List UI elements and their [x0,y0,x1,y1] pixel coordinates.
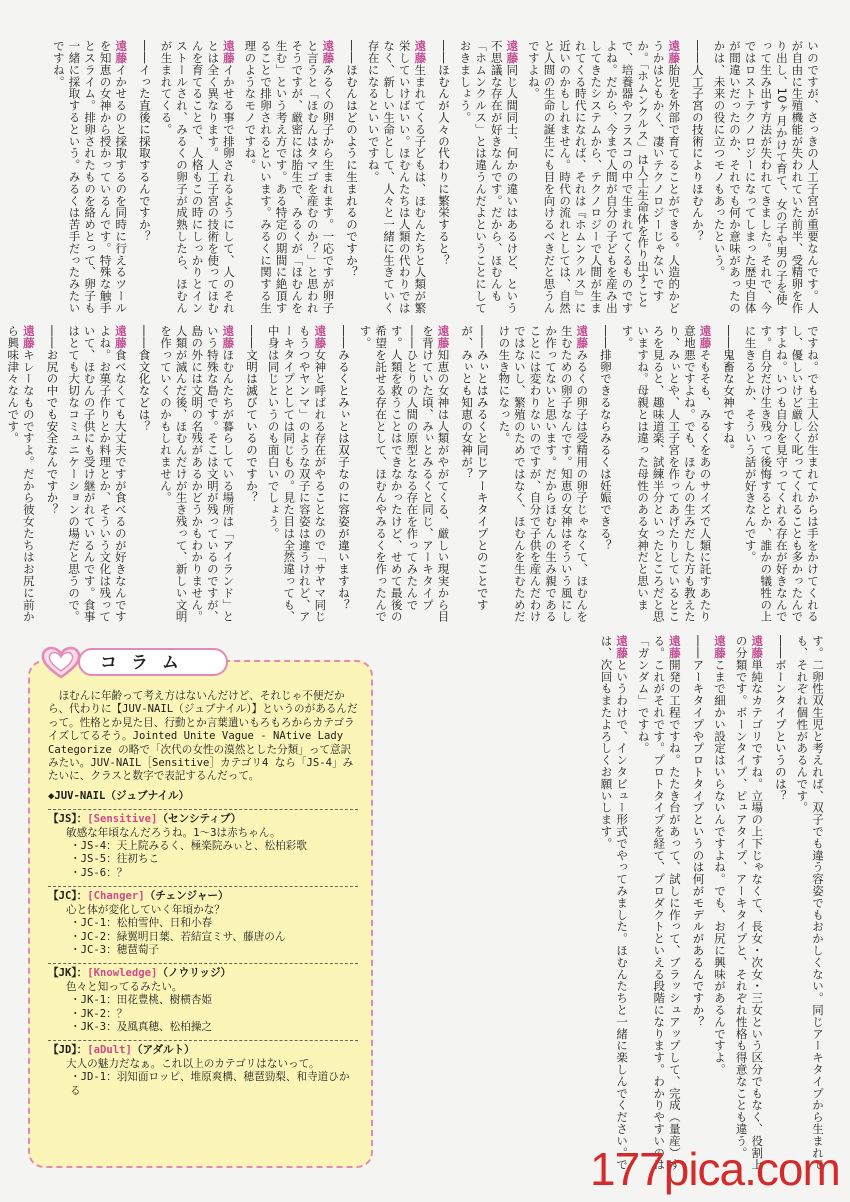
answer-text: そもそも、みるくをあのサイズで人類に託すあたり意地悪ですよね。でも、ほむんの生みだした方も教えたり、みぃとや、人工子宮を作ってあげたりしているところを見ると、趣味道楽、試練半分といったところだと思いますね。母親とは違った母性のある女神だと思います。 [620,325,713,623]
speaker-label: 遠藤 [698,325,713,349]
speaker-label: 遠藤 [505,40,520,64]
category-reading: （ノウリッジ） [157,967,232,980]
question-paragraph: ――鬼畜な女神ですね。 [722,325,737,456]
answer-paragraph [157,325,235,625]
question-paragraph: ――文明は滅びているのですか？ [245,325,259,504]
category-entry: ・JS-4：天上院みるく、極楽院みぃと、松柏彩歌 [70,840,307,853]
answer-paragraph [496,325,590,625]
category-reading: （センシティブ） [157,813,242,826]
category-code: 【JD】： [48,1044,88,1057]
answer-paragraph [619,325,713,625]
body-paragraph: いのですが、さっきの人工子宮が重要なんです。人が自由に生殖機能が失われていた前半、受精卵を作り出し、10ヶ月かけて育て、女の子や男の子を使って生み出す方法が失われてきました。それで、今ではロストテクノロジーになってしまった歴史自体が間違いだったのか、それでも何か意味があったのかは、未来の役に立つモノもあったという。 [712,40,820,314]
question-paragraph: ――みるくとみぃとは双子なのに容姿が違いますね？ [336,325,351,611]
interview-text-lower [380,635,825,1180]
answer-text: イかせる事で排卵されるようにして、人のそれとは全く異なります。人工子宮の技術を使ってほむんを育てることで、人格もこの時にしっかりとインストールされ、みるくの卵子が成熟したら、ほむんが生まれてくる。 [159,40,236,314]
speaker-label: 遠藤 [221,325,236,349]
category-reading: （アダルト） [131,1044,195,1057]
category-entry: ・JC-1：松柏雪仲、日和小春 [70,917,213,930]
body-paragraph: す。二卵性双生児と考えれば、双子でも違う容姿でもおかしくない。同じアーキタイプから生まれても、それぞれ個性があるんです。 [795,635,825,1171]
answer-text: 胎児を外部で育てることができる。人造的かどうかはともかく、凄いテクノロジーじゃないですか。「ホムンクルス」は人工生命体を作り出すことで、培養器やフラスコの中で生まれてくるものですよね。だから、今まで人間が自分の子どもを産み出してきたシステムから、テクノロジーで人間が生まれてくる時代になれば、それは『ホムンクルス』に近いのかもしれません。時代の流れとしては、自然と人間の生命の誕生にも目を向けるべきだと思うんですよね。 [526,40,682,314]
speaker-label: 遠藤 [615,635,630,659]
question-paragraph: ――イった直後に採取するんですか？ [137,40,152,243]
category-entry: ・JC-2：緑翼明日葉、若結宣ミサ、藤唐のん [70,930,286,943]
category-entry: ・JK-1：田花豊桃、樹横杏姫 [70,994,213,1007]
speaker-label: 遠藤 [667,40,682,64]
category-description: 色々と知ってるみたい。 [66,980,183,993]
category-block [48,886,358,957]
speaker-label: 遠藤 [436,325,451,349]
dashed-divider [48,886,358,887]
speaker-label: 遠藤 [575,325,590,349]
answer-paragraph [733,635,764,1180]
answer-text: というわけで、インタビュー形式でやってみました。ほむんたちと一緒に楽しんでください。では、次回もまたよろしくお願いします。 [599,635,630,1171]
interview-text-middle [6,325,820,625]
answer-paragraph [5,325,36,625]
speaker-label: 遠藤 [221,40,236,64]
question-paragraph: ――みぃとはみるくと同じアーキタイプとのことですが、みぃとも知恵の女神が？ [460,325,490,611]
column-body [48,690,358,1160]
answer-paragraph [242,40,336,315]
answer-paragraph [457,40,519,315]
answer-text: 開発の工程ですね。たたき台があって、試しに作って、ブラッシュアップして、完成（量産）する。これがそれです。プロトタイプを経て、プロダクトといえる段階になります。わかりやすいのは「ガンダム」ですね。 [636,635,682,1171]
answer-paragraph [65,325,127,625]
speaker-label: 遠藤 [321,40,336,64]
question-paragraph: ――アーキタイプやプロトタイプというのは何がモデルがあるんですか？ [691,635,706,1028]
question-paragraph: ――排卵できるならみるくは妊娠できる？ [598,325,613,552]
answer-paragraph [50,40,128,315]
category-heading [48,1044,358,1057]
answer-paragraph [598,635,629,1180]
speaker-label: 遠藤 [113,325,128,349]
category-block [48,809,358,880]
category-reading: （チェンジャー） [144,890,229,903]
category-heading [48,813,358,826]
answer-paragraph [711,635,727,1180]
question-paragraph: ――ほむんはどのように生まれるのですか？ [344,40,359,278]
answer-paragraph [265,325,327,625]
speaker-label: 遠藤 [21,325,36,349]
category-keyword: [Changer] [87,890,145,903]
category-keyword: [Sensitive] [87,813,158,826]
category-entry: ・JC-3：穂琶萄子 [70,943,160,956]
category-entry: ・JK-3：及風真穂、松柏操之 [70,1020,213,1033]
question-paragraph: ――ボーンタイプというのは？ [773,635,788,802]
answer-text: 同じ人間同士、何かの違いはあるけど、という不思議な存在が好きなんです。だから、ほむんも「ホムンクルス」とは違うんだよということにしておきましょう。 [458,40,520,314]
question-paragraph: ――ほむんが人々の代わりに繁栄すると？ [436,40,451,267]
answer-text: 知恵の女神は人類がやがてくる、厳しい現実から目を背けていた頃、みぃとみるくと同じ、アーキタイプ――ひとりの人間の原型となる存在を作ってみたんです。人類を救うことはできなかったけど、せめて最後の希望を託せる存在として、ほむんやみるくを作ったんです。 [358,325,451,623]
answer-text: 食べなくても大丈夫ですが食べるのが好きなんですよね。お菓子作りとか料理とか、そういう文化は残っていて、ほむんの子供にも受け継がれているんです。食事はとても大切なコミュニケーションの場だと思うので。 [67,325,128,623]
answer-text: イかせるのと採取するのを同時に行えるツールを知恵の女神から授かっているんです。特殊な触手とスライム。排卵されたものを絡めとって、卵子も一緒に採取するという。みるくは苦手だったみたいですね。 [51,40,129,314]
answer-paragraph [365,40,427,315]
dashed-divider [48,809,358,810]
speaker-label: 遠藤 [313,325,328,349]
answer-text: 生まれてくる子どもは、ほむんたちと人類が繁栄していけばいい。ほむんたちは人類の代わりではなく、新しい生命として、人々と一緒に生きていく存在になるといいですね。 [366,40,428,314]
category-entry: ・JD-1：羽知面ロッピ、堆原爽構、穂琶勁梨、和寺道ひかる [70,1071,350,1097]
column-title: コラム [100,653,193,673]
answer-paragraph [357,325,451,625]
question-paragraph: ――人工子宮の技術によりほむんか？ [690,40,705,243]
answer-paragraph [158,40,236,315]
speaker-label: 遠藤 [713,635,728,659]
category-entry: ・JS-6：？ [70,866,128,879]
answer-paragraph [525,40,681,315]
category-entry: ・JS-5：往初ちこ [70,853,160,866]
answer-text: みるくの卵子から生まれます。一応ですが卵子と言うと「ほむんはタマゴを産むのか？」と思われそうですが、厳密には胎生で、みるくが「ほむんを生む」という考え方です。ある特定の期間に絶頂することで排卵されるといいます。みるくに関する生理のようなモノですね。 [243,40,336,314]
category-description: 敏感な年頃なんだろうね。1〜3は赤ちゃん。 [66,826,281,839]
column-heading: ◆JUV-NAIL（ジュブナイル） [48,789,190,802]
answer-text: みるくの卵子は受精用の卵子じゃなくて、ほむんを生むための卵子なんです。知恵の女神はそういう風にしか作ってないと思います。だからほむんの生み親であることには変わりないのですが、自分で子供を産んだわけではないし、繁殖のためではなく、ほむんを生むためだけの生き物になった。 [497,325,590,623]
category-code: 【JS】： [48,813,88,826]
body-paragraph: ですね。でも主人公が生まれてからは手をかけてくれるし、優しいけど厳しく叱ってくれることも多かったんですよね。いつも自分を見守ってくれる存在が好きなんです。自分だけ生き残って後悔するとか、誰かの犠牲の上に生きるとか、そういう話が好きなんです。 [743,325,820,623]
speaker-label: 遠藤 [413,40,428,64]
site-watermark: 177pica.com [590,1143,840,1195]
interview-text-upper [30,40,820,315]
category-keyword: [aDult] [87,1044,132,1057]
category-block [48,1040,358,1098]
answer-text: 単純なカテゴリですね。立場の上下じゃなくて、長女・次女・三女という区分でもなく、役割上の分類です。ボーンタイプ、ピュアタイプ、アーキタイプと、それぞれ性格も得意なことも違う。 [734,635,765,1171]
dashed-divider [48,1040,358,1041]
category-code: 【JC】： [48,890,88,903]
dashed-divider [48,963,358,964]
answer-text: 女神と呼ばれる存在がやることなので「サヤマ同じもうつやヤンマ」のような双子に容姿は違うけれど、アーキタイプとしては同じもの。見た目は全然違っても、中身は同じというのも面白いでしょう。 [266,325,328,623]
speaker-label: 遠藤 [114,40,129,64]
speaker-label: 遠藤 [750,635,765,659]
answer-paragraph [635,635,682,1180]
answer-text: ほむんたちが暮らしている場所は「アイランド」という特殊な島です。そこは文明が残っているのですが、島の外には文明の名残があるかどうかもわかりません。人類が滅んだ後、ほむんだけが生き残って、新しい文明を作っていくのかもしれません。 [159,325,236,623]
answer-text: キレーなものですよ。だから彼女たちはお尻に前から興味津々なんです。 [6,325,36,623]
category-heading [48,967,358,980]
category-keyword: [Knowledge] [87,967,158,980]
category-heading [48,890,358,903]
column-tab [38,644,238,680]
question-paragraph: ――食文化などは？ [137,325,152,433]
category-description: 心と体が変化していく年頃かな？ [66,903,225,916]
category-block [48,963,358,1034]
answer-text: こまで細かい設定はいらないんですよね。でも、お尻に興味があるんですよ。 [713,658,728,1076]
speaker-label: 遠藤 [667,635,682,659]
category-code: 【JK】： [48,967,88,980]
category-description: 大人の魅力だなぁ。これ以上のカテゴリはないって。 [66,1057,320,1070]
question-paragraph: ――お尻の中でも安全なんですか？ [45,325,60,516]
category-list [48,809,358,1098]
category-entry: ・JK-2：？ [70,1007,128,1020]
column-intro: ほむんに年齢って考え方はないんだけど、それじゃ不便だから、代わりに【JUV-NAIL（ジュブナイル）】というのがあるんだって。性格とか見た目、行動とか言葉遣いもろもろからカテゴライズしてるそう。Jointed Unite Vague - NAtive Lady Categorize の略で「次代の女性の漠然とした分類」って意訳みたい。JUV-NAIL［Sensitive］カテゴリ4 なら「JS-4」みたいに、クラスと数字で表記するんだって。 [48,690,358,783]
